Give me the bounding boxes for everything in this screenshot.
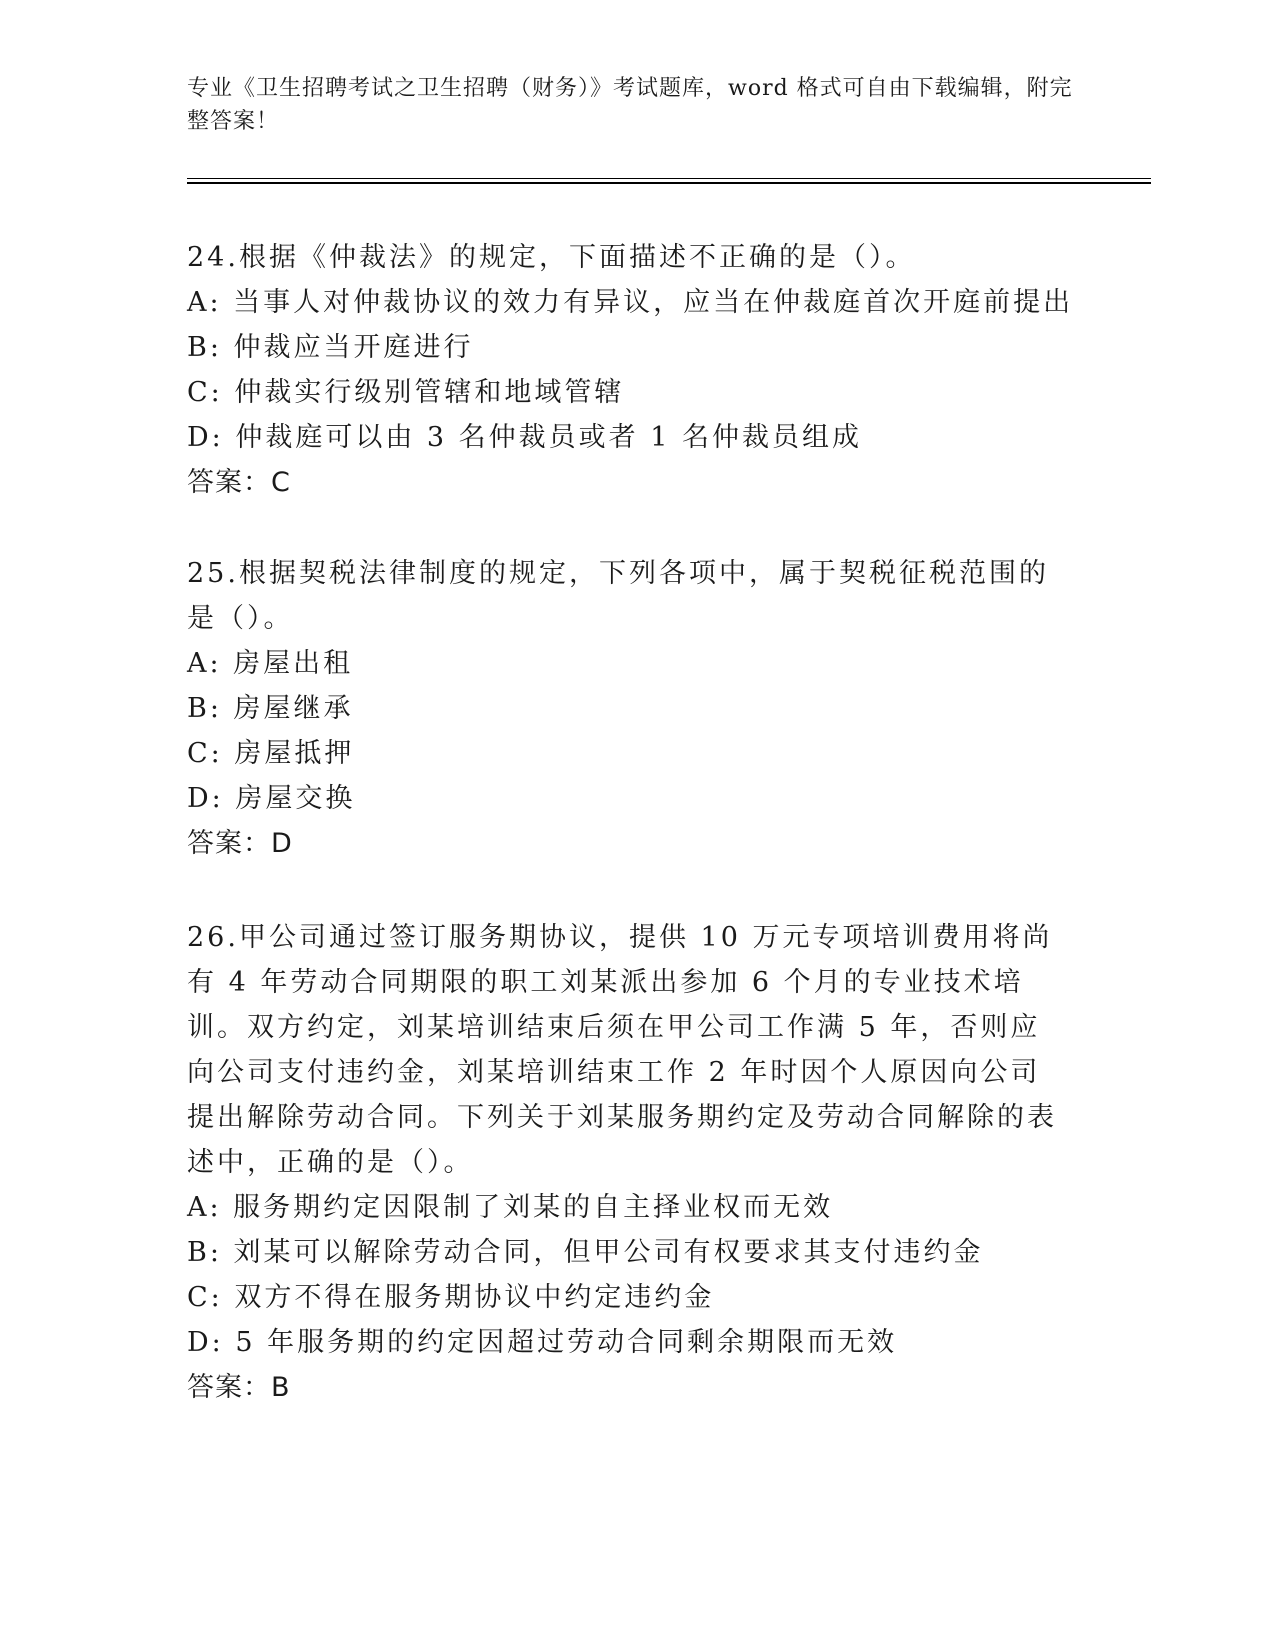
question-25 <box>187 551 1067 866</box>
option-d: D: 5 年服务期的约定因超过劳动合同剩余期限而无效 <box>187 1327 898 1358</box>
header-divider-top <box>187 178 1151 179</box>
answer: 答案：B <box>187 1372 291 1403</box>
question-26 <box>187 915 1067 1410</box>
question-24 <box>187 235 1074 505</box>
option-c: C: 仲裁实行级别管辖和地域管辖 <box>187 377 625 408</box>
question-stem: 25.根据契税法律制度的规定，下列各项中，属于契税征税范围的是（）。 <box>187 558 1049 634</box>
option-d: D: 房屋交换 <box>187 783 356 814</box>
option-d: D: 仲裁庭可以由 3 名仲裁员或者 1 名仲裁员组成 <box>187 422 863 453</box>
option-b: B: 仲裁应当开庭进行 <box>187 332 474 363</box>
option-a: A: 房屋出租 <box>187 648 354 679</box>
question-stem: 24.根据《仲裁法》的规定，下面描述不正确的是（）。 <box>187 242 916 273</box>
document-header: 专业《卫生招聘考试之卫生招聘（财务）》考试题库，word 格式可自由下载编辑，附完整答案！ <box>187 76 1073 134</box>
question-stem: 26.甲公司通过签订服务期协议，提供 10 万元专项培训费用将尚有 4 年劳动合同期限的职工刘某派出参加 6 个月的专业技术培训。双方约定，刘某培训结束后须在甲公司工作满 5 年，否则应向公司支付违约金，刘某培训结束工作 2 年时因个人原因向公司提出解除劳动合同。下列关于刘某服务期约定及劳动合同解除的表述中，正确的是（）。 <box>187 922 1057 1178</box>
option-b: B: 房屋继承 <box>187 693 354 724</box>
option-c: C: 房屋抵押 <box>187 738 355 769</box>
option-c: C: 双方不得在服务期协议中约定违约金 <box>187 1282 715 1313</box>
option-b: B: 刘某可以解除劳动合同，但甲公司有权要求其支付违约金 <box>187 1237 984 1268</box>
option-a: A: 当事人对仲裁协议的效力有异议，应当在仲裁庭首次开庭前提出 <box>187 287 1074 318</box>
header-divider-bottom <box>187 182 1151 184</box>
answer: 答案：C <box>187 467 291 498</box>
option-a: A: 服务期约定因限制了刘某的自主择业权而无效 <box>187 1192 834 1223</box>
answer: 答案：D <box>187 828 293 859</box>
